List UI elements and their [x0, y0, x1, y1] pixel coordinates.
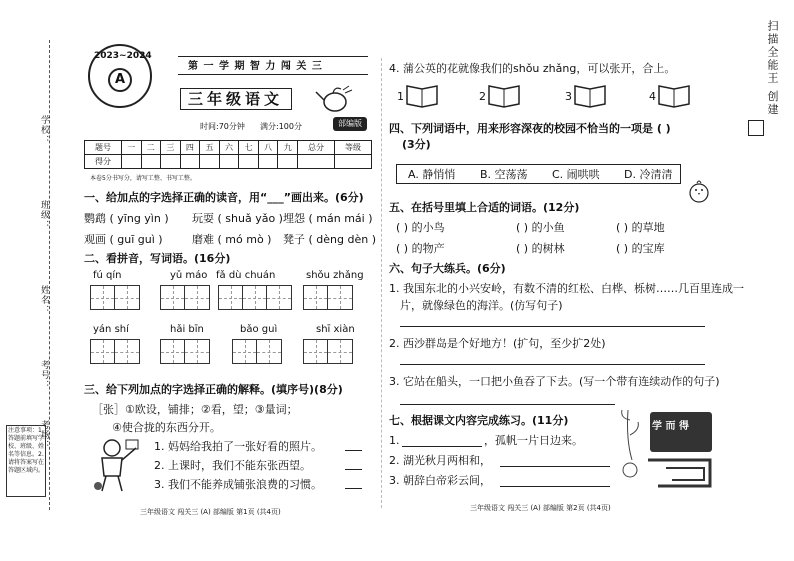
grid-cell[interactable]	[185, 286, 209, 309]
q6-sentence-1b: 片，就像绿色的海洋。(仿写句子)	[400, 299, 563, 312]
field-room: 考场：	[39, 420, 49, 450]
q5-item[interactable]: ( ) 的物产	[396, 242, 445, 255]
grid-cell[interactable]	[185, 340, 209, 363]
score-cell[interactable]	[239, 155, 259, 169]
grid-cell[interactable]	[328, 340, 352, 363]
pinyin: bǎo guì	[240, 324, 278, 335]
q6-sentence-3: 3. 它站在船头，一口把小鱼吞了下去。(写一个带有连续动作的句子)	[389, 375, 720, 388]
grade-mark: A	[108, 68, 132, 92]
score-cell[interactable]	[200, 155, 220, 169]
grid-cell[interactable]	[219, 286, 243, 309]
open-book-icon[interactable]	[487, 82, 521, 108]
answer-line[interactable]	[400, 404, 615, 405]
pinyin: hǎi bīn	[170, 324, 204, 335]
option-a[interactable]: A. 静悄悄	[408, 168, 456, 181]
year-label: 2023~2024	[94, 51, 152, 61]
score-cell[interactable]	[258, 155, 278, 169]
pinyin: shī xiàn	[316, 324, 355, 335]
answer-blank[interactable]	[345, 436, 362, 451]
open-book-icon[interactable]	[657, 82, 691, 108]
q5-item[interactable]: ( ) 的小鸟	[396, 221, 445, 234]
children-illustration	[90, 436, 140, 494]
watering-can-icon	[315, 84, 355, 114]
q4-title: 四、下列词语中，用来形容深夜的校园不恰当的一项是 ( )	[389, 122, 671, 135]
q1-item: 埋怨 ( mán mái )	[283, 212, 373, 225]
q5-item[interactable]: ( ) 的小鱼	[516, 221, 565, 234]
q7-title: 七、根据课文内容完成练习。(11分)	[389, 414, 569, 427]
footer-left: 三年级语文 闯关三 (A) 部编版 第1页 (共4页)	[140, 508, 281, 516]
q4-points: (3分)	[402, 138, 431, 151]
answer-blank[interactable]	[402, 446, 482, 447]
q6-sentence-2: 2. 西沙群岛是个好地方！(扩句，至少扩2处)	[389, 337, 606, 350]
grid-cell[interactable]	[243, 286, 267, 309]
q7-line3: 3. 朝辞白帝彩云间，	[389, 474, 491, 487]
page-title: 三年级语文	[188, 90, 284, 108]
writing-grid[interactable]	[90, 285, 140, 310]
q7-line1-num: 1.	[389, 434, 400, 447]
q5-title: 五、在括号里填上合适的词语。(12分)	[389, 201, 580, 214]
q1-title: 一、给加点的字选择正确的读音，用“___”画出来。(6分)	[84, 191, 364, 204]
q5-item[interactable]: ( ) 的草地	[616, 221, 665, 234]
pinyin: yǔ máo	[170, 270, 208, 281]
score-cell[interactable]	[180, 155, 200, 169]
writing-grid[interactable]	[303, 285, 353, 310]
pinyin: yán shí	[93, 324, 129, 335]
score-header-cell: 等级	[334, 141, 371, 155]
q1-item: 观画 ( guī guì )	[84, 233, 163, 246]
grid-cell[interactable]	[304, 286, 328, 309]
scan-logo-icon	[748, 120, 764, 136]
answer-line[interactable]	[400, 364, 705, 365]
semester-title: 第 一 学 期 智 力 闯 关 三	[188, 61, 323, 72]
q3-item: 3. 我们不能养成铺张浪费的习惯。	[154, 478, 322, 491]
q2-title: 二、看拼音，写词语。(16分)	[84, 252, 231, 265]
score-row-label: 得分	[85, 155, 122, 169]
answer-blank[interactable]	[345, 474, 362, 489]
book-number: 1	[397, 90, 404, 103]
score-header-cell: 九	[278, 141, 298, 155]
book-number: 3	[565, 90, 572, 103]
q3-entry-2: ④使合拢的东西分开。	[112, 421, 221, 434]
q5-item[interactable]: ( ) 的宝库	[616, 242, 665, 255]
score-cell[interactable]	[298, 155, 335, 169]
open-book-icon[interactable]	[405, 82, 439, 108]
q1-item: 磨难 ( mó mò )	[192, 233, 272, 246]
score-table	[84, 140, 372, 169]
grid-cell[interactable]	[115, 340, 139, 363]
q3-item: 2. 上课时，我们不能东张西望。	[154, 459, 311, 472]
writing-grid[interactable]	[160, 285, 210, 310]
option-b[interactable]: B. 空荡荡	[480, 168, 528, 181]
q6-sentence-1: 1. 我国东北的小兴安岭，有数不清的红松、白桦、栎树……几百里连成一	[389, 282, 744, 295]
score-header-cell: 总分	[298, 141, 335, 155]
field-class: 班级：	[39, 200, 49, 230]
writing-grid[interactable]	[160, 339, 210, 364]
answer-blank[interactable]	[345, 455, 362, 470]
writing-note: 本卷5分书写分，请写工整、书写工整。	[90, 175, 196, 182]
field-name: 姓名：	[39, 285, 49, 315]
grid-cell[interactable]	[115, 286, 139, 309]
pinyin: fú qín	[93, 270, 122, 281]
grid-cell[interactable]	[161, 286, 185, 309]
deco-text: 学 而 得	[652, 421, 689, 432]
score-cell[interactable]	[161, 155, 181, 169]
writing-grid[interactable]	[303, 339, 353, 364]
score-cell[interactable]	[278, 155, 298, 169]
q1-item: 鹦鹉 ( yīng yìn )	[84, 212, 169, 225]
option-d[interactable]: D. 冷清清	[624, 168, 673, 181]
grid-cell[interactable]	[267, 286, 291, 309]
answer-blank[interactable]	[500, 486, 610, 487]
score-cell[interactable]	[141, 155, 161, 169]
grid-cell[interactable]	[91, 340, 115, 363]
writing-grid[interactable]	[218, 285, 292, 310]
footer-right: 三年级语文 闯关三 (A) 部编版 第2页 (共4页)	[470, 504, 611, 512]
grid-cell[interactable]	[161, 340, 185, 363]
writing-grid[interactable]	[232, 339, 282, 364]
score-header-cell: 四	[180, 141, 200, 155]
pinyin: fǎ dù chuán	[216, 270, 276, 281]
q3-entry: ［张］①欧设，铺排；②看，望；③量词；	[92, 403, 298, 416]
q1-item: 凳子 ( dèng dèn )	[283, 233, 376, 246]
edition-seal: 部编版	[333, 117, 367, 131]
score-header-cell: 八	[258, 141, 278, 155]
score-header-cell: 题号	[85, 141, 122, 155]
score-header-cell: 二	[141, 141, 161, 155]
answer-line[interactable]	[400, 326, 705, 327]
score-header-cell: 六	[219, 141, 239, 155]
q5-item[interactable]: ( ) 的树林	[516, 242, 565, 255]
notice-box: 注意事项：1.答题前填写学校、班级、姓名等信息。2.请将答案写在答题区域内。	[6, 425, 46, 497]
grid-cell[interactable]	[233, 340, 257, 363]
field-school: 学校：	[39, 115, 49, 145]
q1-item: 玩耍 ( shuǎ yǎo )	[192, 212, 283, 225]
exam-time: 时间:70分钟	[200, 122, 245, 131]
q3-title: 三、给下列加点的字选择正确的解释。(填序号)(8分)	[84, 383, 343, 396]
grid-cell[interactable]	[328, 286, 352, 309]
option-c[interactable]: C. 闹哄哄	[552, 168, 600, 181]
decorative-scroll-icon	[618, 400, 713, 490]
grid-cell[interactable]	[257, 340, 281, 363]
book-number: 4	[649, 90, 656, 103]
q6-title: 六、句子大练兵。(6分)	[389, 262, 506, 275]
q4-top-title: 4. 蒲公英的花就像我们的shǒu zhǎng，可以张开，合上。	[389, 62, 676, 75]
score-cell[interactable]	[121, 155, 141, 169]
writing-grid[interactable]	[90, 339, 140, 364]
book-number: 2	[479, 90, 486, 103]
full-score: 满分:100分	[260, 122, 302, 131]
open-book-icon[interactable]	[573, 82, 607, 108]
score-header-cell: 七	[239, 141, 259, 155]
score-header-cell: 五	[200, 141, 220, 155]
score-header-cell: 三	[161, 141, 181, 155]
grid-cell[interactable]	[91, 286, 115, 309]
chick-icon	[687, 178, 711, 204]
q7-line2: 2. 湖光秋月两相和，	[389, 454, 491, 467]
q3-item: 1. 妈妈给我拍了一张好看的照片。	[154, 440, 322, 453]
grid-cell[interactable]	[304, 340, 328, 363]
answer-blank[interactable]	[500, 466, 610, 467]
field-number: 考号：	[39, 360, 49, 390]
q7-line1: ，孤帆一片日边来。	[484, 434, 583, 447]
score-header-cell: 一	[121, 141, 141, 155]
pinyin: shǒu zhǎng	[306, 270, 364, 281]
scan-badge: 扫描全能王 创建	[766, 20, 779, 117]
score-cell[interactable]	[219, 155, 239, 169]
score-cell[interactable]	[334, 155, 371, 169]
